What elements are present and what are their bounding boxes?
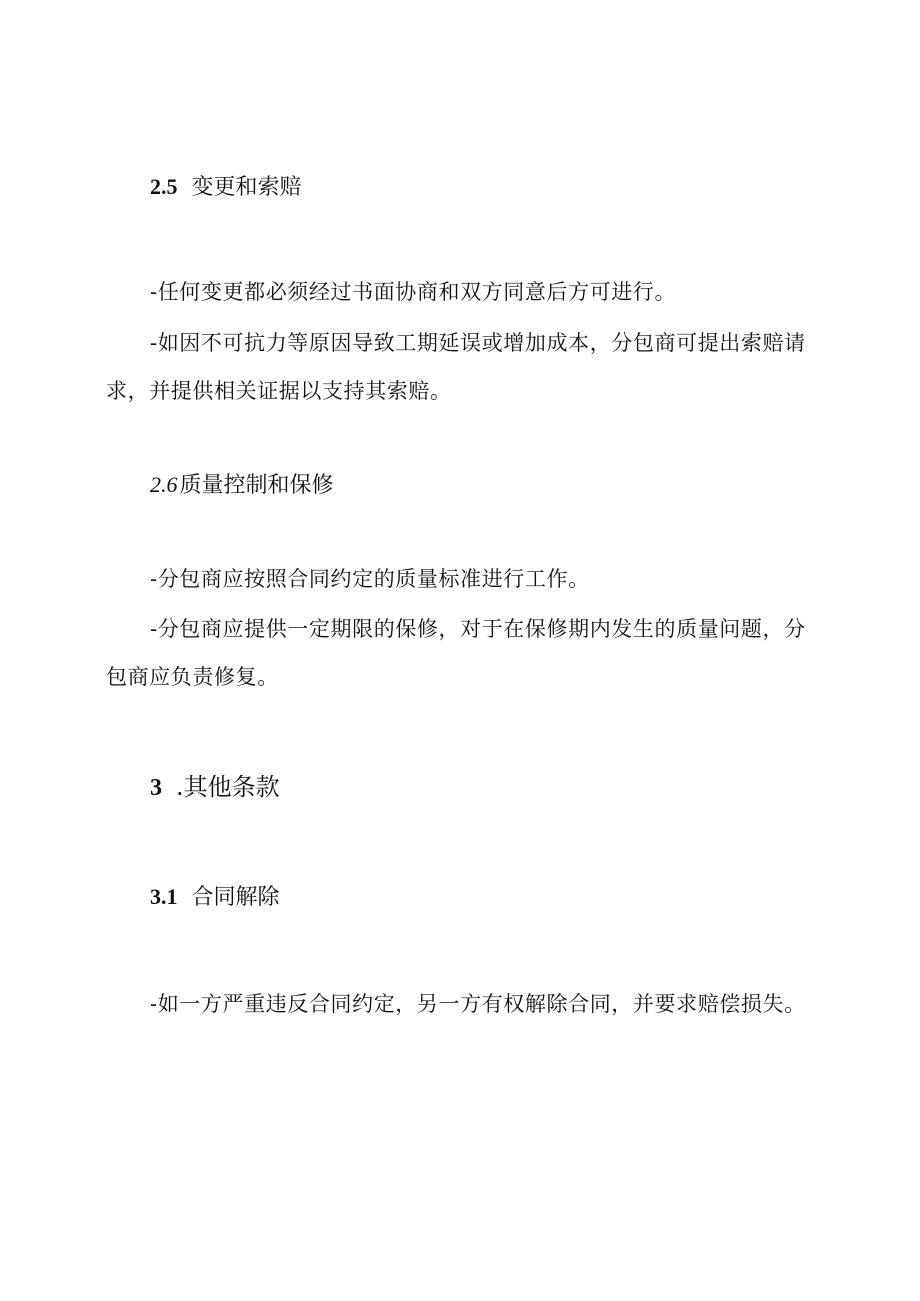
- paragraph: -如因不可抗力等原因导致工期延误或增加成本，分包商可提出索赔请求，并提供相关证据以支持其索赔。: [106, 331, 806, 403]
- section-heading-2-5: [150, 172, 302, 203]
- section-number: 3: [150, 775, 162, 801]
- section-heading-3: [150, 772, 280, 803]
- section-title: 变更和索赔: [191, 175, 302, 200]
- paragraph: -分包商应按照合同约定的质量标准进行工作。: [150, 567, 590, 591]
- section-number: 2.6: [150, 472, 178, 497]
- paragraph: -分包商应提供一定期限的保修，对于在保修期内发生的质量问题，分包商应负责修复。: [106, 617, 806, 689]
- section-number: 3.1: [150, 884, 178, 909]
- paragraph: -如一方严重违反合同约定，另一方有权解除合同，并要求赔偿损失。: [150, 992, 806, 1016]
- section-heading-2-6: [150, 470, 334, 501]
- section-title: .其他条款: [176, 773, 280, 801]
- section-title: 质量控制和保修: [179, 473, 334, 498]
- section-number: 2.5: [150, 174, 178, 199]
- paragraph: -任何变更都必须经过书面协商和双方同意后方可进行。: [150, 280, 677, 304]
- section-title: 合同解除: [191, 885, 280, 910]
- section-heading-3-1: [150, 882, 280, 913]
